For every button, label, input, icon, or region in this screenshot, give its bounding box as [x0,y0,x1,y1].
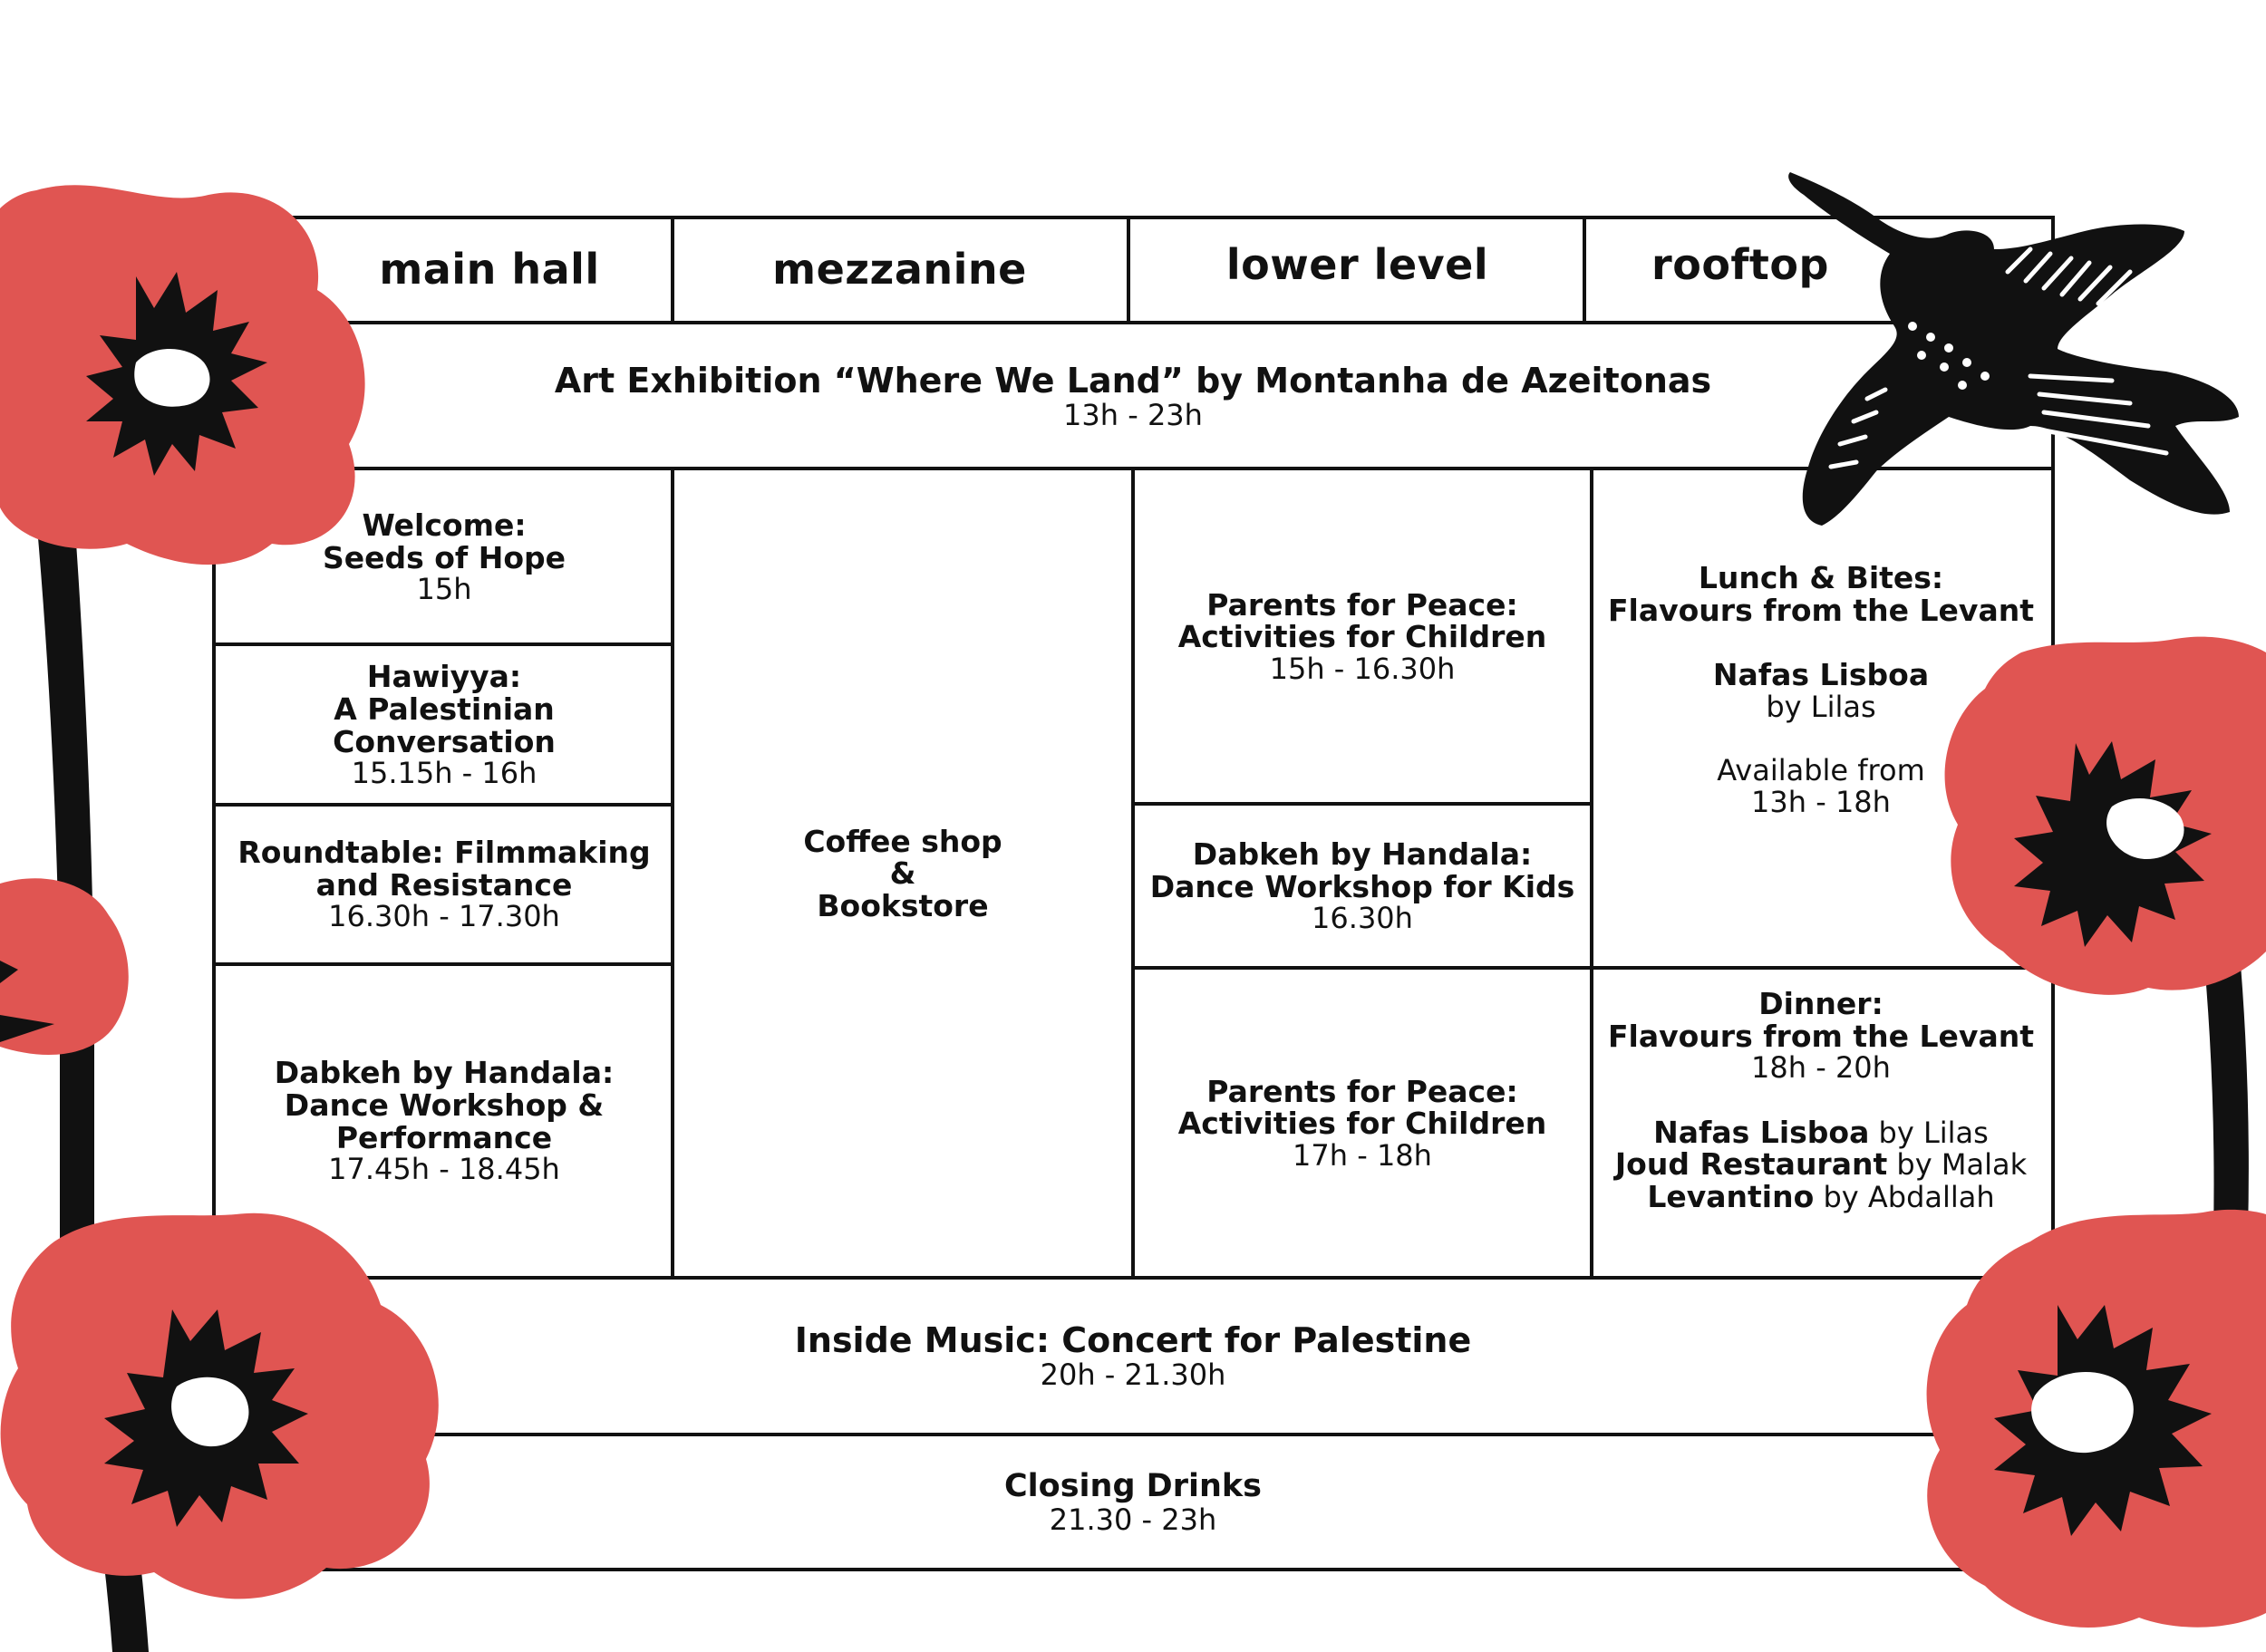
event-title: Activities for Children [1177,619,1547,655]
venue-mezzanine [675,227,1124,313]
vendor-name: Joud Restaurant [1614,1146,1888,1183]
vendor-by: by Abdallah [1814,1180,1995,1215]
event-time: 18h - 20h [1751,1050,1891,1086]
event-title: Flavours from the Levant [1608,592,2034,628]
event-title: Dabkeh by Handala: [1192,836,1533,873]
venue-main-hall [308,227,671,313]
event-title: A Palestinian Conversation [333,691,556,759]
vendor-name: Levantino [1647,1179,1815,1215]
vendor-by: by Lilas [1766,689,1876,724]
event-title: Seeds of Hope [322,539,566,575]
event-title: Parents for Peace: [1206,586,1518,623]
event-title: Welcome: [362,507,527,544]
vendor-line [1653,1116,1989,1149]
venue-lower-level [1133,222,1582,308]
event-time: 13h - 23h [1063,397,1203,432]
event-time: 21.30 - 23h [1049,1502,1217,1537]
event-title: Bookstore [817,887,989,923]
event-title: Roundtable: Filmmaking [237,835,651,871]
event-time: 13h - 18h [1751,784,1891,819]
event-title: Activities for Children [1177,1106,1547,1142]
event-time: 16.30h - 17.30h [328,899,560,934]
event-time: 15h [416,572,472,607]
vendor-line [1647,1181,1994,1213]
event-title: & [889,855,916,892]
poppy-flower-left-middle [0,878,129,1055]
event-parents-for-peace-2 [1136,971,1589,1276]
vendor-by: by Malak [1887,1147,2028,1183]
event-title: Dabkeh by Handala: [274,1055,615,1091]
event-time: 16.30h [1312,901,1413,936]
poppy-stem-right [2203,942,2249,1232]
event-concert [218,1280,2048,1433]
availability-label: Available from [1717,753,1925,788]
event-time: 17h - 18h [1293,1137,1432,1173]
vendor-line [1615,1148,2027,1181]
event-title: Performance [335,1119,553,1155]
event-welcome [218,471,671,643]
event-hawiyya [218,647,671,803]
venue-rooftop [1591,222,1890,308]
event-dabkeh-performance [218,966,671,1276]
vendor-name: Nafas Lisboa [1653,1114,1870,1150]
event-title: Parents for Peace: [1206,1073,1518,1109]
event-time: 15h - 16.30h [1269,651,1456,686]
event-coffee-bookstore [675,471,1130,1276]
event-title: Dance Workshop for Kids [1149,868,1575,904]
event-title: Hawiyya: [366,659,522,695]
event-title: Flavours from the Levant [1608,1018,2034,1054]
event-roundtable [218,807,671,962]
event-title: Dinner: [1758,986,1883,1021]
event-title: and Resistance [315,866,573,903]
vendor-by: by Lilas [1869,1115,1989,1150]
vendor-name: Nafas Lisboa [1712,657,1930,693]
venue-label: main hall [379,244,600,294]
event-title: Art Exhibition “Where We Land” by Montanha de Azeitonas [554,360,1712,401]
event-time: 20h - 21.30h [1040,1357,1226,1393]
event-lunch-bites [1594,562,2048,843]
venue-label: rooftop [1651,239,1829,289]
venue-label: lower level [1225,239,1489,289]
event-art-exhibition [218,326,2048,467]
event-time: 15.15h - 16h [351,756,537,791]
event-title: Coffee shop [803,823,1002,859]
event-title: Inside Music: Concert for Palestine [794,1320,1472,1361]
venue-label: mezzanine [772,244,1027,294]
event-dinner [1594,974,2048,1273]
event-dabkeh-kids [1136,807,1589,966]
event-title: Closing Drinks [1003,1467,1263,1504]
event-time: 17.45h - 18.45h [328,1152,560,1187]
event-parents-for-peace-1 [1136,471,1589,802]
event-closing-drinks [218,1437,2048,1568]
event-title: Lunch & Bites: [1698,560,1944,595]
event-title: Dance Workshop & [284,1087,605,1123]
